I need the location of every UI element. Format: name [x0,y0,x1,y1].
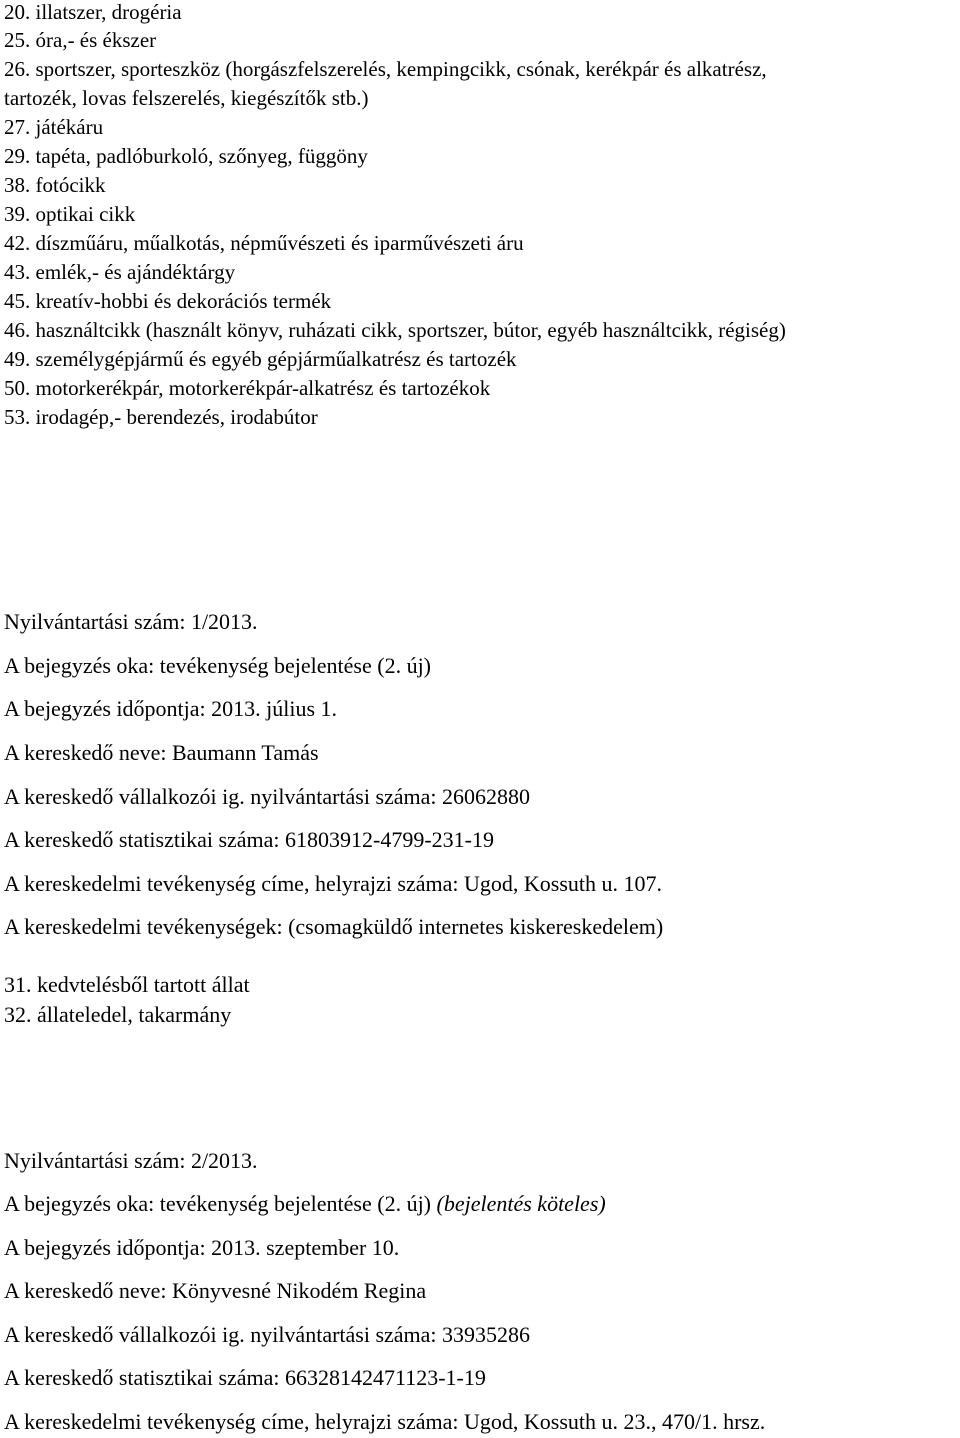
list-item: 27. játékáru [4,115,104,139]
list-item: 49. személygépjármű és egyéb gépjárműalkatrész és tartozék [4,347,517,371]
trader-registration-number: A kereskedő vállalkozói ig. nyilvántartási száma: 26062880 [4,784,531,809]
record-reason: A bejegyzés oka: tevékenység bejelentése (2. új) [4,653,432,678]
list-item: 45. kreatív-hobbi és dekorációs termék [4,289,332,313]
activity-address: A kereskedelmi tevékenység címe, helyrajzi száma: Ugod, Kossuth u. 107. [4,871,662,896]
list-item: 38. fotócikk [4,173,106,197]
list-item: 50. motorkerékpár, motorkerékpár-alkatrész és tartozékok [4,376,491,400]
list-item: 53. irodagép,- berendezés, irodabútor [4,405,318,429]
record-date: A bejegyzés időpontja: 2013. szeptember 10. [4,1235,400,1260]
list-item: 42. díszműáru, műalkotás, népművészeti és iparművészeti áru [4,231,524,255]
record-number: Nyilvántartási szám: 2/2013. [4,1148,258,1173]
record-reason [4,1192,606,1216]
list-item: 25. óra,- és ékszer [4,28,157,52]
trader-statistical-number: A kereskedő statisztikai száma: 61803912-4799-231-19 [4,827,495,852]
list-item: 20. illatszer, drogéria [4,0,182,24]
list-item: 32. állateledel, takarmány [4,1002,232,1027]
trader-name: A kereskedő neve: Baumann Tamás [4,740,319,765]
list-item: 29. tapéta, padlóburkoló, szőnyeg, függöny [4,144,368,168]
record-reason-main: A bejegyzés oka: tevékenység bejelentése (2. új) [4,1191,437,1216]
record-number: Nyilvántartási szám: 1/2013. [4,609,258,634]
record-reason-note: (bejelentés köteles) [436,1191,606,1216]
list-item: 26. sportszer, sporteszköz (horgászfelszerelés, kempingcikk, csónak, kerékpár és alkatrész, [4,57,767,81]
activities: A kereskedelmi tevékenységek: (csomagküldő internetes kiskereskedelem) [4,914,664,939]
list-item: 46. használtcikk (használt könyv, ruházati cikk, sportszer, bútor, egyéb használtcikk, régiség) [4,318,786,342]
activity-address: A kereskedelmi tevékenység címe, helyrajzi száma: Ugod, Kossuth u. 23., 470/1. hrsz. [4,1409,766,1434]
list-item: 43. emlék,- és ajándéktárgy [4,260,236,284]
trader-registration-number: A kereskedő vállalkozói ig. nyilvántartási száma: 33935286 [4,1322,531,1347]
list-item: 31. kedvtelésből tartott állat [4,972,250,997]
list-item: 39. optikai cikk [4,202,136,226]
trader-name: A kereskedő neve: Könyvesné Nikodém Regina [4,1278,427,1303]
record-date: A bejegyzés időpontja: 2013. július 1. [4,696,338,721]
list-item: tartozék, lovas felszerelés, kiegészítők stb.) [4,86,369,110]
trader-statistical-number: A kereskedő statisztikai száma: 66328142471123-1-19 [4,1365,486,1390]
